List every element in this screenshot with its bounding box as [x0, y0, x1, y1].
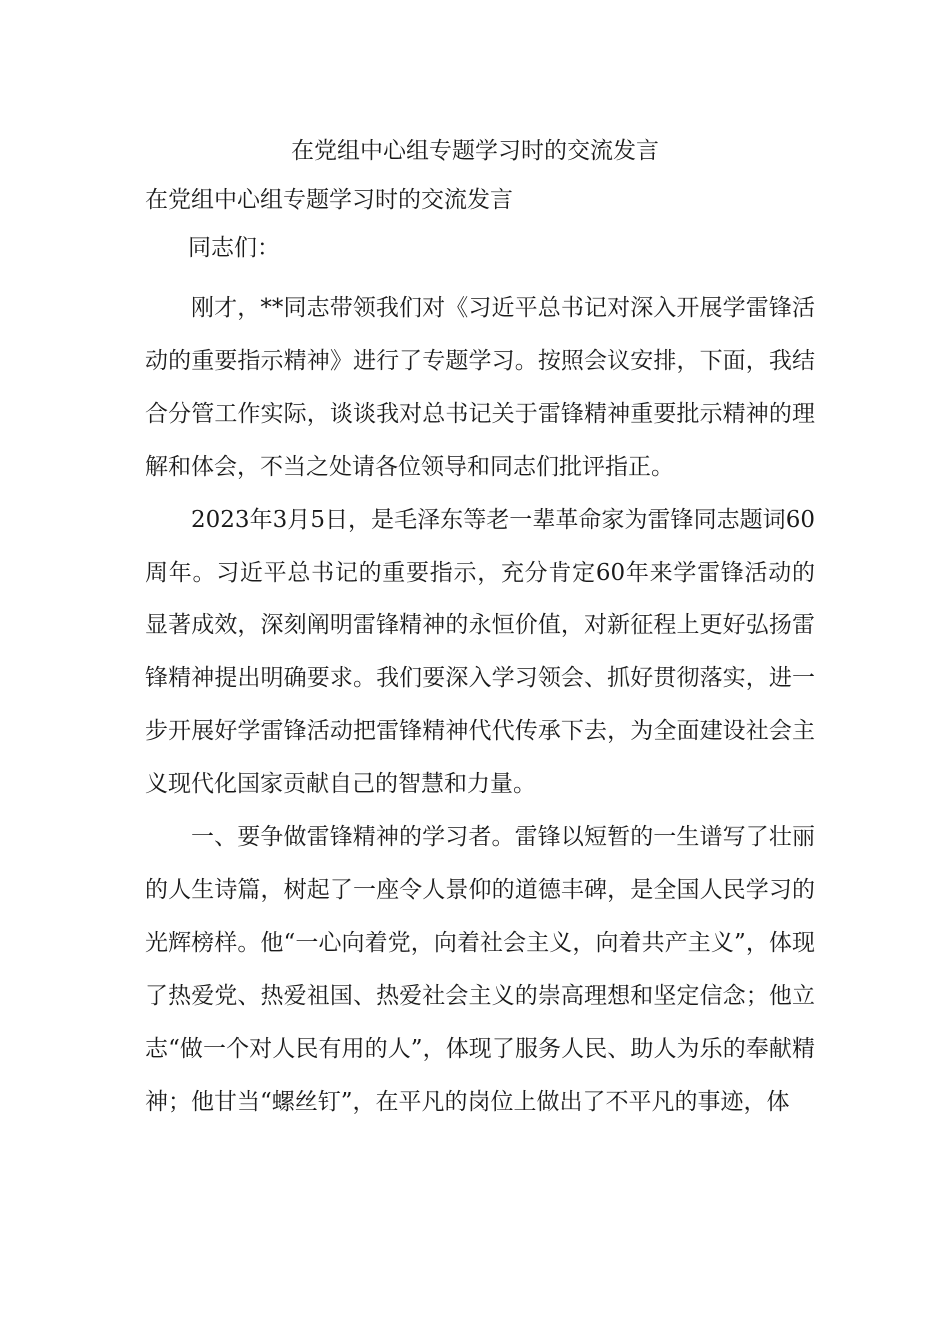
document-body — [145, 282, 815, 1129]
salutation: 同志们： — [188, 235, 280, 261]
paragraph-anniversary: 2023年3月5日，是毛泽东等老一辈革命家为雷锋同志题词60周年。习近平总书记的重要指示，充分肯定60年来学雷锋活动的显著成效，深刻阐明雷锋精神的永恒价值，对新征程上更好弘扬雷锋精神提出明确要求。我们要深入学习领会、抓好贯彻落实，进一步开展好学雷锋活动把雷锋精神代代传承下去，为全面建设社会主义现代化国家贡献自己的智慧和力量。 — [145, 506, 815, 798]
document-title: 在党组中心组专题学习时的交流发言 — [291, 138, 659, 164]
paragraph-intro: 刚才，**同志带领我们对《习近平总书记对深入开展学雷锋活动的重要指示精神》进行了专题学习。按照会议安排，下面，我结合分管工作实际，谈谈我对总书记关于雷锋精神重要批示精神的理解和体会，不当之处请各位领导和同志们批评指正。 — [145, 295, 815, 480]
paragraph-point-one: 一、要争做雷锋精神的学习者。雷锋以短暂的一生谱写了壮丽的人生诗篇，树起了一座令人景仰的道德丰碑，是全国人民学习的光辉榜样。他“一心向着党，向着社会主义，向着共产主义”，体现了热爱党、热爱祖国、热爱社会主义的崇高理想和坚定信念；他立志“做一个对人民有用的人”，体现了服务人民、助人为乐的奉献精神；他甘当“螺丝钉”，在平凡的岗位上做出了不平凡的事迹，体 — [145, 824, 815, 1115]
document-subtitle: 在党组中心组专题学习时的交流发言 — [145, 187, 513, 213]
